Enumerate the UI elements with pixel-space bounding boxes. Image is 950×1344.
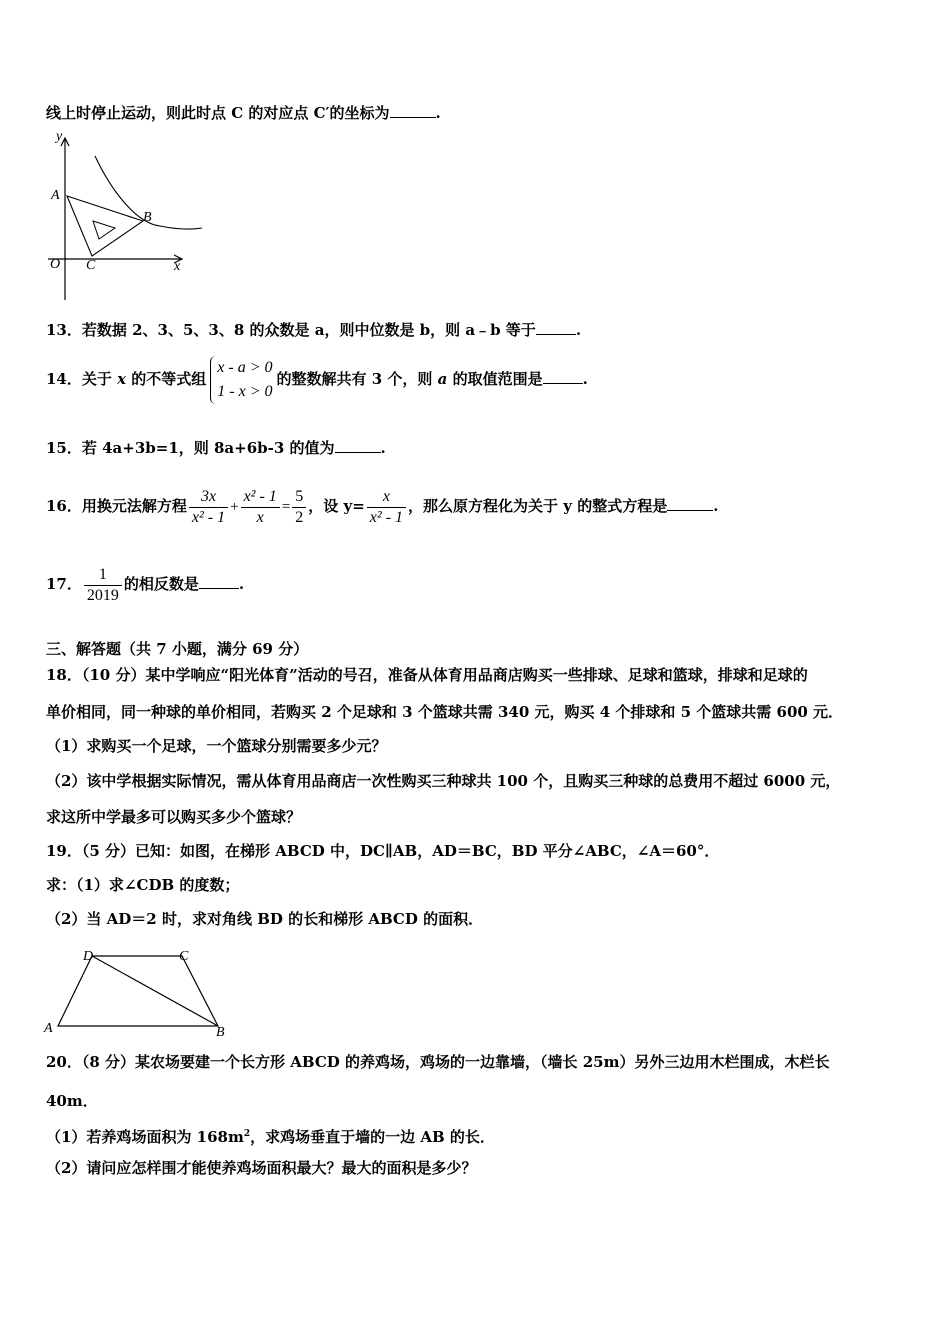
fraction-1-2019: $\frac{1}{2019}$ bbox=[84, 565, 122, 606]
q18-part-1: （1）求购买一个足球，一个篮球分别需要多少元？ bbox=[46, 737, 387, 755]
q18-part-2b: 求这所中学最多可以购买多少个篮球？ bbox=[46, 808, 302, 826]
label-y: y bbox=[56, 129, 63, 144]
inner-triangle bbox=[93, 221, 115, 239]
figure-hyperbola-triangle bbox=[40, 128, 210, 304]
label-a: A bbox=[44, 1021, 53, 1036]
answer-blank bbox=[543, 369, 583, 384]
question-17: 17． $\frac{1}{2019}$ 的相反数是 . bbox=[46, 565, 245, 604]
inequality-2: 1 - x > 0 bbox=[217, 383, 273, 400]
q20-line-2: 40m． bbox=[46, 1092, 98, 1110]
label-d: D bbox=[83, 949, 94, 964]
answer-blank bbox=[536, 320, 576, 335]
label-o: O bbox=[50, 257, 61, 272]
q19-line-1: 19．（5 分）已知：如图，在梯形 ABCD 中，DC∥AB，AD＝BC，BD 平分∠ABC，∠A＝60°． bbox=[46, 842, 720, 860]
fraction-3x: $\frac{3x}{\text{x² - 1}}$ bbox=[189, 487, 228, 528]
answer-blank bbox=[199, 574, 239, 589]
answer-blank bbox=[335, 438, 381, 453]
section-heading: 三、解答题（共 7 小题，满分 69 分） bbox=[46, 640, 309, 658]
q19-part-2: （2）当 AD＝2 时，求对角线 BD 的长和梯形 ABCD 的面积． bbox=[46, 910, 484, 928]
fraction-5-2: $\frac{5}{2}$ bbox=[292, 487, 306, 528]
fraction-substitution: $\frac{x}{\text{x² - 1}}$ bbox=[367, 487, 406, 528]
q19-part-1: 求：（1）求∠CDB 的度数； bbox=[46, 876, 240, 894]
label-c: C bbox=[179, 949, 189, 964]
q18-line-1: 18．（10 分）某中学响应“阳光体育”活动的号召，准备从体育用品商店购买一些排球、足球和篮球，排球和足球的 bbox=[46, 666, 808, 684]
label-x: x bbox=[174, 259, 181, 274]
q20-part-1: （1）若养鸡场面积为 $168m^2$，求鸡场垂直于墙的一边 AB 的长． bbox=[46, 1128, 495, 1146]
diagonal-bd bbox=[92, 956, 218, 1026]
q18-line-2: 单价相同，同一种球的单价相同，若购买 2 个足球和 3 个篮球共需 340 元，购买 4 个排球和 5 个篮球共需 600 元． bbox=[46, 703, 844, 721]
triangle-abc bbox=[67, 196, 143, 256]
figure-trapezoid bbox=[40, 942, 240, 1042]
inequality-1: x - a > 0 bbox=[217, 359, 273, 376]
answer-blank bbox=[667, 496, 713, 511]
fraction-x2-1: $\frac{\text{x² - 1}}{x}$ bbox=[241, 487, 280, 528]
q18-part-2a: （2）该中学根据实际情况，需从体育用品商店一次性购买三种球共 100 个，且购买三种球的总费用不超过 6000 元， bbox=[46, 772, 841, 790]
answer-blank bbox=[390, 103, 436, 118]
question-14: 14．关于 x 的不等式组 x - a > 0 1 - x > 0 的整数解共有 3 个，则 a 的取值范围是 . bbox=[46, 352, 588, 406]
trapezoid-abcd bbox=[58, 956, 218, 1026]
inequality-system bbox=[210, 356, 272, 404]
label-b: B bbox=[143, 210, 152, 225]
label-a: A bbox=[51, 188, 60, 203]
q20-line-1: 20．（8 分）某农场要建一个长方形 ABCD 的养鸡场，鸡场的一边靠墙，（墙长 25m）另外三边用木栏围成，木栏长 bbox=[46, 1053, 830, 1071]
label-b: B bbox=[216, 1025, 225, 1040]
question-13: 13．若数据 2、3、5、3、8 的众数是 a，则中位数是 b，则 a﹣b 等于 . bbox=[46, 321, 582, 339]
q12-text: 线上时停止运动，则此时点 C 的对应点 C′的坐标为 bbox=[46, 104, 390, 122]
question-15: 15．若 4a+3b=1，则 8a+6b-3 的值为 . bbox=[46, 439, 386, 457]
label-c: C bbox=[86, 258, 96, 273]
q12-tail: 线上时停止运动，则此时点 C 的对应点 C′的坐标为 . bbox=[46, 104, 441, 122]
q20-part-2: （2）请问应怎样围才能使养鸡场面积最大？最大的面积是多少？ bbox=[46, 1159, 477, 1177]
question-16: 16．用换元法解方程 $\frac{3x}{\text{x² - 1}}$ + $\frac{\text{x² - 1}}{x}$ = $\frac{5}{2}$ ，设 y= $\frac{x}{\text{x² - 1}}$ ，那么原方程化为关于 y 的整式方程是 . bbox=[46, 487, 719, 526]
